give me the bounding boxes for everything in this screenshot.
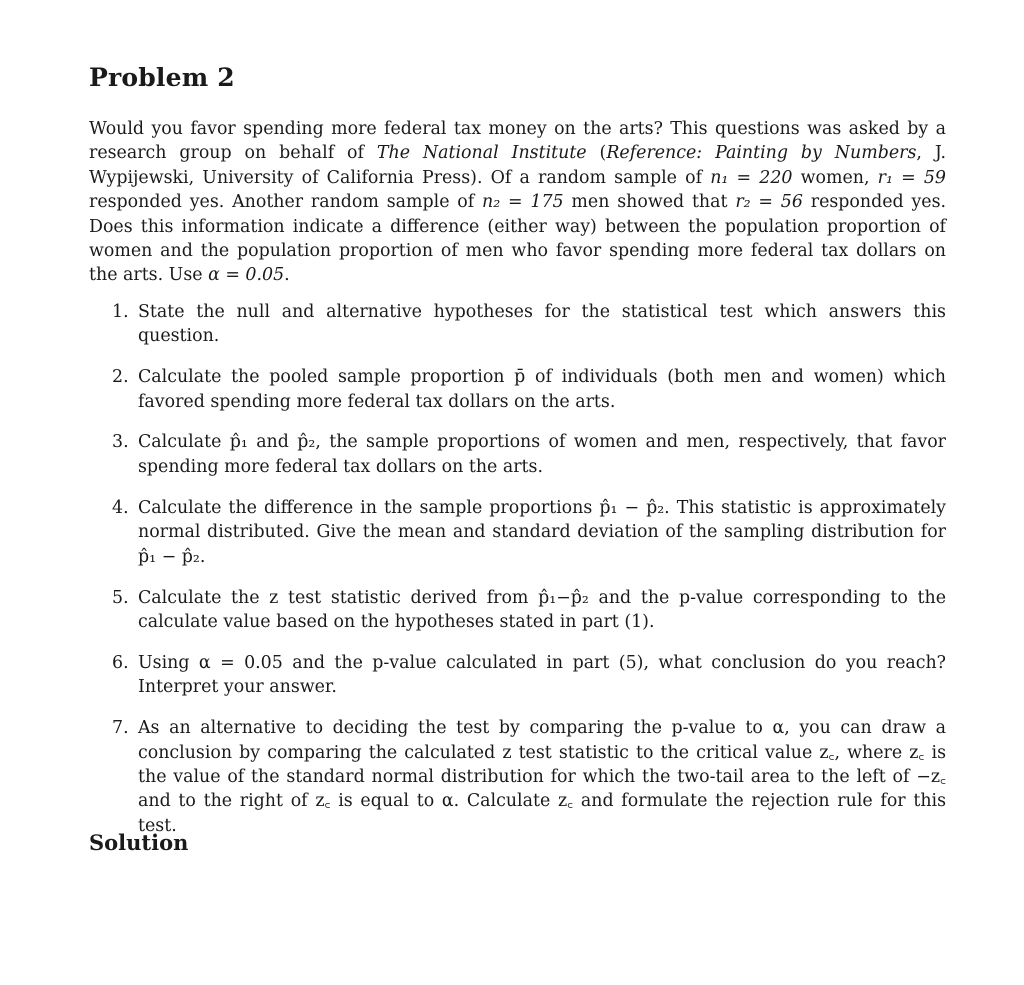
task-text: Calculate the difference in the sample proportions p̂₁ − p̂₂. This statistic is approximately normal distributed. Give the mean and standard deviation of the sampling distribution for p̂₁ − p̂₂. bbox=[138, 497, 946, 567]
task-item bbox=[89, 430, 946, 479]
task-item bbox=[89, 651, 946, 700]
task-number: 5. bbox=[112, 587, 129, 608]
intro-text-8: . bbox=[284, 265, 290, 286]
solution-heading: Solution bbox=[89, 830, 189, 855]
intro-text-7: responded yes. Does this information indicate a difference (either way) between the population proportion of women and the population proportion of men who favor spending more federal tax dollars on the arts. Use bbox=[89, 192, 947, 286]
intro-text-1: Would you favor spending more federal tax money on the arts? This questions was asked by a research group on behalf of bbox=[89, 119, 946, 164]
task-number: 2. bbox=[112, 367, 129, 388]
task-item bbox=[89, 716, 946, 838]
intro-text-5: responded yes. Another random sample of bbox=[89, 192, 483, 213]
intro-text-4: women, bbox=[792, 167, 878, 188]
task-number: 4. bbox=[112, 497, 129, 518]
task-text: Using α = 0.05 and the p-value calculated in part (5), what conclusion do you reach? Interpret your answer. bbox=[138, 652, 946, 698]
problem-section bbox=[89, 58, 946, 855]
task-text: Calculate the z test statistic derived from p̂₁−p̂₂ and the p-value corresponding to the calculate value based on the hypotheses stated in part (1). bbox=[138, 587, 946, 632]
responses-women: r₁ = 59 bbox=[877, 167, 946, 188]
task-number: 6. bbox=[112, 652, 129, 673]
task-text: As an alternative to deciding the test by comparing the p-value to α, you can draw a conclusion by comparing the calculated z test statistic to the critical value z꜀, where z꜀ is the value of the standard normal distribution for which the two-tail area to the left of −z꜀ and to the right of z꜀ is equal to α. Calculate z꜀ and formulate the rejection rule for this test. bbox=[138, 718, 946, 836]
intro-text-3: , J. Wypijewski, University of California Press). Of a random sample of bbox=[89, 143, 946, 188]
task-item bbox=[89, 496, 946, 569]
sample-size-women: n₁ = 220 bbox=[710, 167, 793, 188]
task-text: State the null and alternative hypotheses for the statistical test which answers this question. bbox=[138, 301, 946, 347]
task-number: 1. bbox=[112, 301, 129, 322]
task-item bbox=[89, 300, 946, 349]
intro-text-6: men showed that bbox=[563, 192, 736, 213]
problem-title: Problem 2 bbox=[89, 63, 235, 92]
task-item bbox=[89, 365, 946, 414]
institute-name: The National Institute bbox=[376, 143, 587, 164]
reference-title: Reference: Painting by Numbers bbox=[606, 143, 917, 164]
task-list bbox=[89, 300, 946, 838]
task-text: Calculate the pooled sample proportion p̄ of individuals (both men and women) which favored spending more federal tax dollars on the arts. bbox=[138, 367, 946, 412]
task-item bbox=[89, 586, 946, 635]
problem-intro bbox=[89, 117, 946, 288]
intro-text-2: ( bbox=[586, 143, 607, 164]
task-text: Calculate p̂₁ and p̂₂, the sample proportions of women and men, respectively, that favor spending more federal tax dollars on the arts. bbox=[138, 432, 946, 477]
sample-size-men: n₂ = 175 bbox=[482, 192, 564, 213]
task-number: 7. bbox=[112, 718, 129, 739]
responses-men: r₂ = 56 bbox=[735, 192, 803, 213]
task-number: 3. bbox=[112, 432, 129, 453]
significance-level: α = 0.05 bbox=[208, 265, 285, 286]
